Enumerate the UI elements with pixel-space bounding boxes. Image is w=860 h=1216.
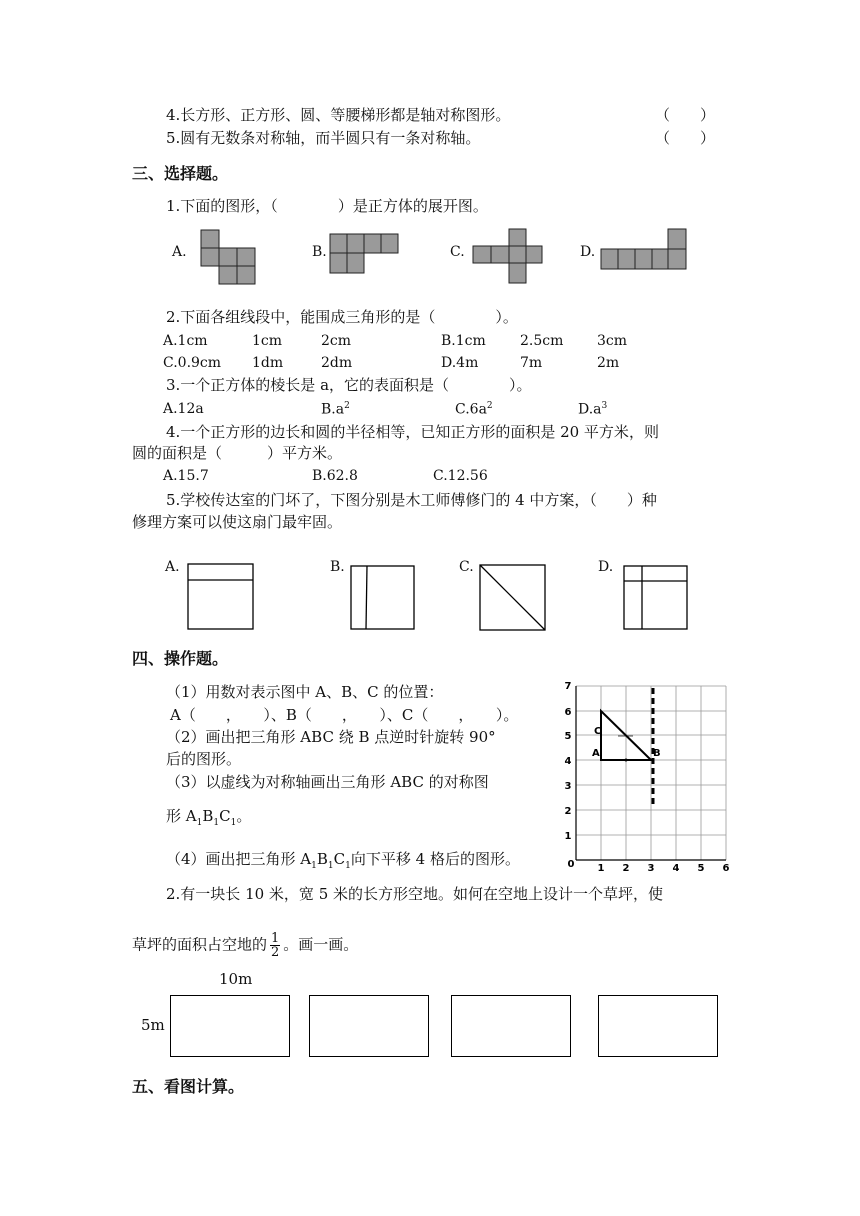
op1-line1: （1）用数对表示图中 A、B、C 的位置： [166, 683, 444, 701]
y-tick-7: 7 [564, 681, 572, 692]
choice-q2-b-seg3: 3cm [597, 333, 628, 349]
x-tick-3: 3 [647, 863, 655, 874]
judge-q5: 5.圆有无数条对称轴，而半圆只有一条对称轴。 [166, 129, 481, 147]
choice-q2-text: 2.下面各组线段中，能围成三角形的是（ ）。 [166, 308, 518, 326]
choice-q1-option-c: C. [450, 244, 465, 260]
door-b-figure [350, 565, 416, 631]
fraction-numerator: 1 [271, 931, 280, 946]
choice-q4-option-a: A.15.7 [163, 468, 209, 484]
fraction-denominator: 2 [271, 945, 280, 960]
choice-q3-option-d: $D.a^3$ [578, 401, 608, 418]
x-tick-4: 4 [672, 863, 680, 874]
choice-q1-option-b: B. [312, 244, 327, 260]
cube-net-c [472, 228, 544, 286]
choice-q2-d-seg1: D.4m [441, 355, 479, 371]
length-label: 10m [219, 970, 253, 988]
op1-line7: （4）画出把三角形 $A_1B_1C_1$向下平移 4 格后的图形。 [166, 850, 520, 871]
choice-q5-line1: 5.学校传达室的门坏了，下图分别是木工师傅修门的 4 中方案，（ ）种 [166, 491, 657, 509]
choice-q3-option-c: $C.6a^2$ [455, 401, 493, 418]
op2-line1: 2.有一块长 10 米，宽 5 米的长方形空地。如何在空地上设计一个草坪，使 [166, 885, 664, 903]
door-option-b-label: B. [330, 559, 345, 575]
drawing-rectangle-3[interactable] [451, 995, 571, 1057]
op1-line3: （2）画出把三角形 ABC 绕 B 点逆时针旋转 90° [166, 728, 496, 746]
door-d-figure [623, 565, 689, 631]
choice-q4-line1: 4.一个正方形的边长和圆的半径相等，已知正方形的面积是 20 平方米，则 [166, 423, 659, 441]
choice-q1-option-d: D. [580, 244, 596, 260]
choice-q4-line2: 圆的面积是（ ）平方米。 [132, 444, 343, 462]
drawing-rectangle-1[interactable] [170, 995, 290, 1057]
choice-q2-c-seg3: 2dm [321, 355, 353, 371]
op1-line5: （3）以虚线为对称轴画出三角形 ABC 的对称图 [166, 773, 489, 791]
x-tick-6: 6 [722, 863, 730, 874]
door-c-figure [479, 564, 547, 632]
door-option-a-label: A. [165, 559, 180, 575]
point-a-label: A [592, 748, 600, 759]
section-4-title: 四、操作题。 [132, 649, 229, 668]
judge-q4: 4.长方形、正方形、圆、等腰梯形都是轴对称图形。 [166, 106, 511, 124]
drawing-rectangle-2[interactable] [309, 995, 429, 1057]
judge-q4-answer-paren[interactable]: （ ） [655, 106, 716, 124]
choice-q2-d-seg3: 2m [597, 355, 620, 371]
point-c-label: C [594, 726, 602, 737]
choice-q5-line2: 修理方案可以使这扇门最牢固。 [132, 513, 343, 531]
point-b-label: B [653, 748, 661, 759]
section-5-title: 五、看图计算。 [132, 1077, 245, 1096]
x-tick-2: 2 [622, 863, 630, 874]
x-tick-0: 0 [567, 859, 575, 870]
op1-line2: A（ ， ）、B（ ， ）、C（ ， ）。 [170, 706, 519, 724]
choice-q2-b-seg1: B.1cm [441, 333, 486, 349]
choice-q3-option-a: A.12a [163, 401, 204, 417]
x-tick-5: 5 [697, 863, 705, 874]
op2-line2: 草坪的面积占空地的 $\frac{1}{2}$ 。画一画。 [132, 931, 359, 960]
cube-net-b [329, 233, 401, 275]
choice-q4-option-b: B.62.8 [312, 468, 358, 484]
x-tick-1: 1 [597, 863, 605, 874]
choice-q4-option-c: C.12.56 [433, 468, 488, 484]
drawing-rectangle-4[interactable] [598, 995, 718, 1057]
coordinate-grid [558, 676, 740, 874]
judge-q5-answer-paren[interactable]: （ ） [655, 129, 716, 147]
choice-q1-text: 1.下面的图形，（ ）是正方体的展开图。 [166, 197, 488, 215]
door-a-figure [187, 563, 255, 631]
choice-q1-option-a: A. [172, 244, 187, 260]
choice-q2-d-seg2: 7m [520, 355, 543, 371]
choice-q3-option-b: $B.a^2$ [321, 401, 350, 418]
choice-q2-b-seg2: 2.5cm [520, 333, 564, 349]
door-option-d-label: D. [598, 559, 614, 575]
cube-net-a [200, 229, 260, 289]
choice-q2-c-seg1: C.0.9cm [163, 355, 222, 371]
y-tick-4: 4 [564, 756, 572, 767]
y-tick-5: 5 [564, 731, 572, 742]
width-label: 5m [141, 1016, 165, 1034]
choice-q3-text: 3.一个正方体的棱长是 a，它的表面积是（ ）。 [166, 376, 532, 394]
op1-line6: 形 $A_1B_1C_1$。 [166, 807, 252, 828]
op1-line4: 后的图形。 [166, 750, 242, 768]
choice-q2-a-seg2: 1cm [252, 333, 283, 349]
y-tick-2: 2 [564, 806, 572, 817]
choice-q2-a-seg3: 2cm [321, 333, 352, 349]
section-3-title: 三、选择题。 [132, 164, 229, 183]
cube-net-d [600, 228, 688, 272]
y-tick-3: 3 [564, 781, 572, 792]
y-tick-6: 6 [564, 707, 572, 718]
y-tick-1: 1 [564, 831, 572, 842]
choice-q2-c-seg2: 1dm [252, 355, 284, 371]
choice-q2-a-seg1: A.1cm [163, 333, 208, 349]
door-option-c-label: C. [459, 559, 474, 575]
